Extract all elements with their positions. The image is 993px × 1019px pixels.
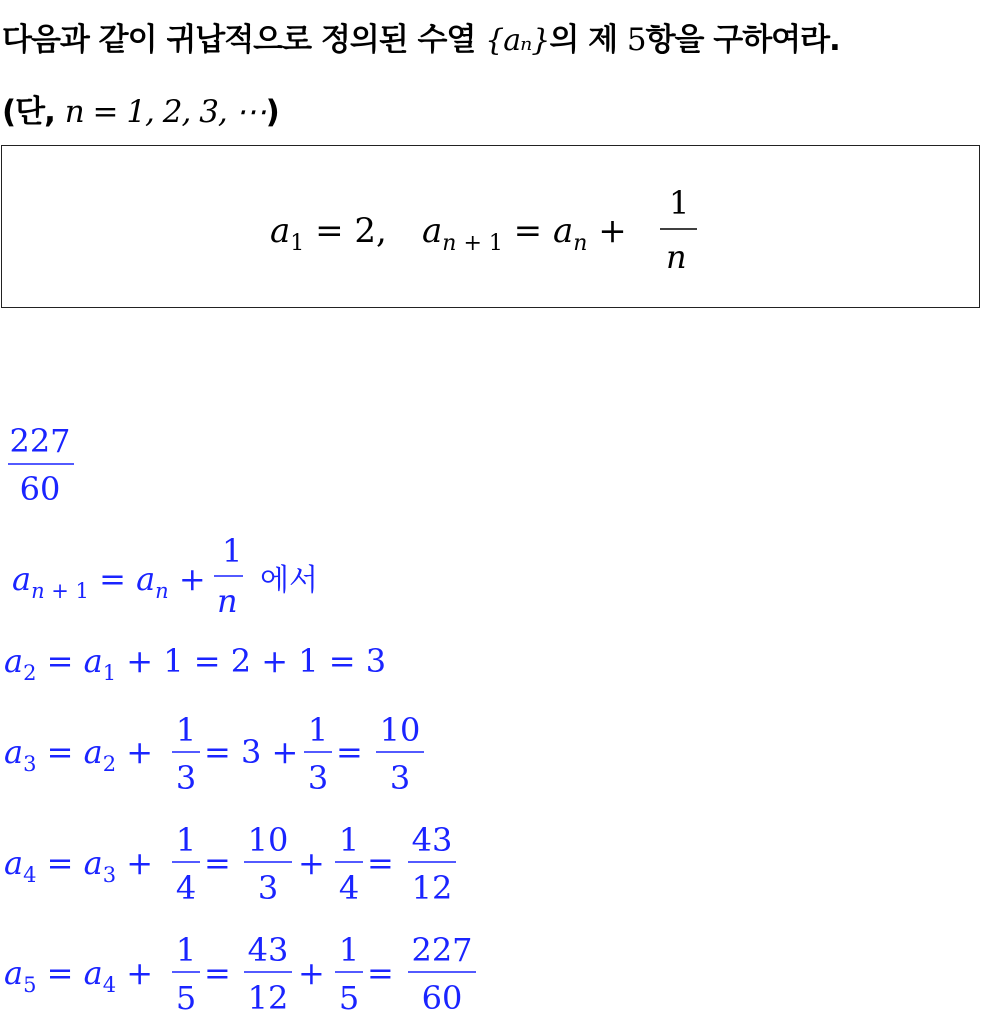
svg-text:a2 = a1 + 1 = 2 + 1 = 3: $a_2 = a_1 + 1 = 2 + 1 = 3$ bbox=[4, 642, 387, 685]
svg-text:=: = bbox=[367, 954, 394, 992]
svg-text:+: + bbox=[298, 844, 325, 882]
svg-text:a1 = 2,: $a_1 = 2$, bbox=[270, 211, 387, 256]
svg-text:1: 1 bbox=[175, 931, 197, 969]
solution-step-a2 bbox=[4, 642, 386, 685]
svg-text:10: 10 bbox=[379, 711, 421, 749]
svg-text:n: n bbox=[666, 238, 687, 276]
condition-math: n = 1, 2, 3, ⋯ bbox=[64, 94, 266, 130]
svg-text:a5 = a4 +: $a_5 = a_4$ + bbox=[4, 954, 154, 997]
definition-formula bbox=[270, 184, 697, 276]
solution-step-a3 bbox=[4, 711, 424, 797]
svg-text:1: 1 bbox=[307, 711, 329, 749]
svg-text:=: = bbox=[336, 733, 363, 771]
svg-text:=: = bbox=[204, 844, 231, 882]
svg-text:= 3 +: = 3 + bbox=[204, 733, 299, 771]
svg-text:a3 = a2 +: $a_3 = a_2$ + bbox=[4, 733, 154, 776]
svg-text:4: 4 bbox=[175, 869, 197, 907]
svg-text:12: 12 bbox=[411, 869, 453, 907]
svg-text:3: 3 bbox=[389, 759, 411, 797]
svg-text:+: + bbox=[298, 954, 325, 992]
svg-text:=: = bbox=[367, 844, 394, 882]
solution-intro bbox=[12, 532, 318, 620]
svg-text:3: 3 bbox=[307, 759, 329, 797]
svg-text:=: = bbox=[204, 954, 231, 992]
question-text-prefix: 다음과 같이 귀납적으로 정의된 수열 bbox=[2, 22, 476, 58]
solution-step-a4 bbox=[4, 821, 456, 907]
svg-text:a4 = a3 +: $a_4 = a_3$ + bbox=[4, 844, 154, 887]
sequence-symbol: {aₙ} bbox=[485, 23, 550, 58]
svg-text:1: 1 bbox=[175, 821, 197, 859]
svg-text:n: n bbox=[217, 582, 238, 620]
answer-numerator: 227 bbox=[9, 422, 71, 460]
answer-fraction bbox=[8, 422, 74, 508]
svg-text:1: 1 bbox=[338, 931, 360, 969]
svg-text:5: 5 bbox=[175, 979, 197, 1014]
condition-open: (단, bbox=[2, 94, 55, 130]
svg-text:an + 1 = an +: $a_n + 1 = a_n$ + bbox=[422, 211, 627, 256]
svg-text:3: 3 bbox=[257, 869, 279, 907]
question-text-mid: 의 제 bbox=[549, 22, 618, 58]
svg-text:3: 3 bbox=[175, 759, 197, 797]
condition-close: ) bbox=[265, 94, 279, 130]
svg-text:an + 1 = an +: $a_n + 1 = a_n$ + bbox=[12, 560, 206, 603]
svg-text:1: 1 bbox=[338, 821, 360, 859]
svg-text:60: 60 bbox=[421, 979, 463, 1014]
term-number: 5 bbox=[626, 22, 646, 58]
answer-denominator: 60 bbox=[19, 470, 61, 508]
svg-text:43: 43 bbox=[247, 931, 289, 969]
svg-text:12: 12 bbox=[247, 979, 289, 1014]
solution-step-a5 bbox=[4, 931, 476, 1014]
svg-text:5: 5 bbox=[338, 979, 360, 1014]
svg-text:1: 1 bbox=[669, 184, 690, 222]
svg-text:4: 4 bbox=[338, 869, 360, 907]
svg-text:227: 227 bbox=[411, 931, 473, 969]
solution-intro-suffix: 에서 bbox=[260, 563, 318, 598]
svg-text:1: 1 bbox=[175, 711, 197, 749]
svg-text:10: 10 bbox=[247, 821, 289, 859]
svg-text:43: 43 bbox=[411, 821, 453, 859]
question-text-suffix: 항을 구하여라. bbox=[645, 22, 840, 58]
svg-text:1: 1 bbox=[222, 532, 243, 570]
